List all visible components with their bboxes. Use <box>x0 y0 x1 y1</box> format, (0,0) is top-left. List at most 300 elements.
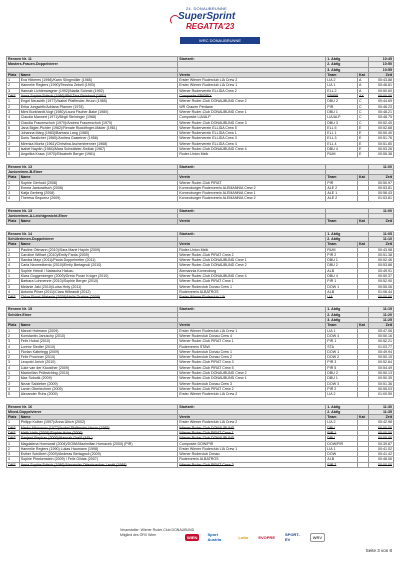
result-place: 1 <box>7 180 20 185</box>
result-time: 00:51.38 <box>368 252 393 257</box>
result-time: 00:47.06 <box>368 328 393 333</box>
result-place: DNS <box>7 431 20 436</box>
start-label-cell: Startzeit: <box>178 164 326 169</box>
result-row <box>7 446 394 451</box>
result-time: 00:00.00 <box>368 295 393 300</box>
start-label-cell: Startzeit: <box>178 404 326 409</box>
result-time: 01:03.81 <box>368 196 393 201</box>
result-team-code: ALB <box>326 289 358 294</box>
result-place: 1 <box>7 441 20 446</box>
result-category: A <box>358 88 369 93</box>
result-team-code: RUM <box>326 152 358 157</box>
result-club: Ruderverein ALBATROS <box>178 289 326 294</box>
result-club: Alemannia Korneuburg <box>178 268 326 273</box>
result-row <box>7 147 394 152</box>
column-header-name: Name <box>19 175 178 180</box>
result-place: 3 <box>7 452 20 457</box>
result-team-code: DBU 4 <box>326 273 358 278</box>
result-row <box>7 284 394 289</box>
result-club: Wiener Ruder-Club DONAUBUND Crew 1 <box>178 376 326 381</box>
result-place: 1 <box>7 371 20 376</box>
result-row <box>7 295 394 300</box>
result-place: 2 <box>7 104 20 109</box>
result-team-code: PIR <box>326 180 358 185</box>
race-title-cell: Mixed-Doppelvierer <box>7 409 178 414</box>
result-athletes: Pauline Ottmann (2010)/Sara Marie Haydn (2009) <box>19 247 178 252</box>
result-row <box>7 452 394 457</box>
result-place: 2 <box>7 185 20 190</box>
result-team-code: RUM <box>326 247 358 252</box>
result-place: 1 <box>7 131 20 136</box>
result-team-code: LIA <box>326 295 358 300</box>
start-label-cell: Startzeit: <box>178 231 326 236</box>
results-list <box>6 56 394 474</box>
race-table <box>6 306 394 397</box>
column-header-team: Team <box>326 175 358 180</box>
result-time: 00:00.00 <box>368 425 393 430</box>
lauf-cell: 2. Abtlg <box>326 312 368 317</box>
lauf-cell: 1. Abtlg <box>326 404 368 409</box>
result-time: 00:50.40 <box>368 131 393 136</box>
column-header-zeit: Zeit <box>368 72 393 77</box>
result-time: 00:48.06 <box>368 457 393 462</box>
regatta-logo <box>170 6 270 46</box>
result-place: 2 <box>7 279 20 284</box>
result-team-code: ELL 5 <box>326 125 358 130</box>
race-table <box>6 404 394 469</box>
lauf-time-cell: 10:55 <box>368 67 393 72</box>
result-team-code: PIR 5 <box>326 365 358 370</box>
result-team-code: DBU 4 <box>326 147 358 152</box>
result-athletes: Marcel Hofmann (2009) <box>19 328 178 333</box>
result-team-code: DBU 1 <box>326 376 358 381</box>
start-label-cell: Startzeit: <box>178 208 326 213</box>
sponsor-logos <box>185 530 325 544</box>
result-time: 00:41.42 <box>368 452 393 457</box>
result-category: A <box>358 78 369 83</box>
race-title-cell: Rennen Nr. 13 <box>7 208 178 213</box>
column-header-team: Team <box>326 415 358 420</box>
result-club: Ruder-Union Melk <box>178 152 326 157</box>
result-club: Wiener Ruderverein ELLIDA Crew 4 <box>178 141 326 146</box>
result-club: Wiener Ruderclub Donau Crew 4 <box>178 333 326 338</box>
result-athletes: Barbara Lohmenne (2010)/Sophie Berger (2010) <box>19 279 178 284</box>
result-athletes: Alexander Ruhs (2009) <box>19 392 178 397</box>
result-club: Wiener Ruder-Club PIRAT Crew 2 <box>178 462 326 467</box>
result-team-code: ELL 3 <box>326 136 358 141</box>
column-header-kat: Kat <box>358 242 369 247</box>
result-time: 00:55.06 <box>368 284 393 289</box>
result-club: Wiener Ruder-Club DONAUBUND <box>178 425 326 430</box>
column-header-verein: Verein <box>178 72 326 77</box>
result-time: 00:50.13 <box>368 371 393 376</box>
column-header-verein: Verein <box>178 323 326 328</box>
result-club: Wiener Ruderclub Donau Crew 1 <box>178 284 326 289</box>
result-team-code: ELL 1 <box>326 131 358 136</box>
result-athletes: Sophie Plenkenstein (2009) / Felix Gildas (2007) <box>19 457 178 462</box>
race-table <box>6 208 394 225</box>
column-header-name: Name <box>19 72 178 77</box>
result-place: 1 <box>7 78 20 83</box>
result-row <box>7 279 394 284</box>
lauf-cell: 1. Abtlg <box>326 231 368 236</box>
result-place: 5 <box>7 268 20 273</box>
result-club: Ruderverein ALBATROS <box>178 457 326 462</box>
result-time: 00:43.98 <box>368 247 393 252</box>
result-time: 00:00.00 <box>368 462 393 467</box>
result-time: 00:49.94 <box>368 349 393 354</box>
result-category: A <box>358 83 369 88</box>
result-team-code: ALE 1 <box>326 191 358 196</box>
result-team-code: ELL 4 <box>326 141 358 146</box>
result-club: Composite FRIPRIX <box>178 94 326 99</box>
result-time: 00:46.23 <box>368 104 393 109</box>
result-club: Wiener Ruder-Club PIRAT Crew 1 <box>178 279 326 284</box>
logo-subtitle: REGATTA'23 <box>186 22 235 31</box>
result-team-code: STA <box>326 344 358 349</box>
column-header-zeit: Zeit <box>368 219 393 224</box>
result-place: 2 <box>7 355 20 360</box>
lauf-time-cell: 11:00 <box>368 164 393 169</box>
result-category: C <box>358 109 369 114</box>
lauf-cell: 1. Abtlg <box>326 307 368 312</box>
result-athletes: Max Sobotik (2009) <box>19 376 178 381</box>
result-place: 2 <box>7 376 20 381</box>
column-header-team: Team <box>326 242 358 247</box>
result-category: E <box>358 125 369 130</box>
result-place: 5 <box>7 152 20 157</box>
result-club: Wiener Ruderverein ELLIDA Crew 2 <box>178 88 326 93</box>
result-club: Erster Wiener Ruderclub LIA Crew 1 <box>178 328 326 333</box>
result-athletes: Chloe Ronai /Melanie (2009)/Hella Grabbe (2009) <box>19 295 178 300</box>
result-place: DNS <box>7 295 20 300</box>
result-club: Wiener Ruder-Club PIRAT Crew 2 <box>178 386 326 391</box>
result-athletes: Esther Schöbert (2009)/Andreas Bertagnoli (2009) <box>19 452 178 457</box>
result-place: 4 <box>7 386 20 391</box>
page-number: Seite 3 von 8 <box>365 548 392 553</box>
race-block <box>6 208 394 225</box>
result-place: 4 <box>7 196 20 201</box>
result-athletes: Nezar Salzleber (2009) <box>19 381 178 386</box>
result-time: 00:50.35 <box>368 376 393 381</box>
result-row <box>7 196 394 201</box>
result-club: Wiener Ruder-Club PIRAT Crew 2 <box>178 252 326 257</box>
result-athletes: Felix Hubai (2010) <box>19 339 178 344</box>
result-team-code: DBU 1 <box>326 258 358 263</box>
result-time: 00:52.64 <box>368 360 393 365</box>
result-place: 6 <box>7 125 20 130</box>
result-club: Wiener Ruder-Club DONAUBUND Crew 4 <box>178 273 326 278</box>
result-category <box>358 462 369 467</box>
column-header-verein: Verein <box>178 415 326 420</box>
column-header-platz: Platz <box>7 323 20 328</box>
result-club: Wiener Ruderclub Donau Crew 1 <box>178 349 326 354</box>
column-header-team: Team <box>326 72 358 77</box>
result-time: 00:39.87 <box>368 441 393 446</box>
result-athletes: Jana Bigler-Pichler (1962)/Renate Rudolfinger-Mäder (1961) <box>19 125 178 130</box>
result-team-code: DBU 2 <box>326 371 358 376</box>
result-team-code: DOW 4 <box>326 333 358 338</box>
result-place: 1 <box>7 328 20 333</box>
result-athletes: Sophie Gerhold (2008) <box>19 180 178 185</box>
result-row <box>7 131 394 136</box>
result-time: 00:00.00 <box>368 431 393 436</box>
result-place: 2 <box>7 446 20 451</box>
lauf-time-cell: 11:20 <box>368 312 393 317</box>
result-time: 00:46.81 <box>368 83 393 88</box>
result-category: C <box>358 104 369 109</box>
result-time: 01:06.44 <box>368 289 393 294</box>
result-club: Wiener Ruder-Club DONAUBUND <box>178 436 326 441</box>
sponsor-logo: Sport Austria <box>207 532 222 542</box>
result-place: 4 <box>7 344 20 349</box>
column-header-zeit: Zeit <box>368 323 393 328</box>
result-place: DNS <box>7 462 20 467</box>
result-team-code: DOW <box>326 452 358 457</box>
logo-bar: WRC DONAUBRUNNE <box>180 37 260 44</box>
result-row <box>7 120 394 125</box>
result-category <box>358 392 369 397</box>
result-category: E <box>358 136 369 141</box>
race-table <box>6 231 394 301</box>
result-athletes: Carla Neumeikerdo (2010)/Emily Bertagnoli (2010) <box>19 263 178 268</box>
result-row <box>7 263 394 268</box>
race-table <box>6 56 394 158</box>
race-title-cell: Rennen Nr. 16 <box>7 404 178 409</box>
result-club: Wiener Ruder-Club DONAUBUND Crew 2 <box>178 371 326 376</box>
result-place: 4 <box>7 365 20 370</box>
column-header-name: Name <box>19 219 178 224</box>
result-time: 00:00.00 <box>368 94 393 99</box>
race-table <box>6 164 394 202</box>
result-row <box>7 109 394 114</box>
result-club: Wiener Ruder-Club DONAUBUND Crew 1 <box>178 258 326 263</box>
page-footer <box>0 520 400 566</box>
result-place: DNS <box>7 94 20 99</box>
race-title-cell: Junioreinen-A-Leichtgewicht-Einer <box>7 214 178 219</box>
result-athletes: Sandra Mayr (2011)/Paula Doppelrreiter (2011) <box>19 258 178 263</box>
result-place: 4 <box>7 289 20 294</box>
result-club: Wiener Ruder-Club DONAUBUND Crew 2 <box>178 99 326 104</box>
result-club: Wiener Ruder-Club DONAUBUND Crew 3 <box>178 120 326 125</box>
result-time: 00:48.21 <box>368 109 393 114</box>
result-athletes: Engel Neuwirth (1977)/Isabel Pfaffender-Hruon (1985) <box>19 99 178 104</box>
lauf-time-cell: 11:15 <box>368 307 393 312</box>
result-athletes: Mirenka Moritz (1961)/Christina Aschenbrenner (1968) <box>19 141 178 146</box>
column-header-kat: Kat <box>358 175 369 180</box>
result-time: 00:50.37 <box>368 273 393 278</box>
result-athletes: Melanie Jakl (2010)/Luisa Hrdy (2011) <box>19 284 178 289</box>
result-athletes: Isabel Naydin (1984)/Mara Schwätzler-Sedlak (1967) <box>19 147 178 152</box>
sponsor-logo: EVOPRE <box>258 534 275 540</box>
result-athletes: Sophie Heindl / Natascha Haluzu <box>19 268 178 273</box>
result-team-code: DOW 1 <box>326 284 358 289</box>
result-team-code: ALB <box>326 457 358 462</box>
result-place: 4 <box>7 115 20 120</box>
result-team-code: DBU 1 <box>326 109 358 114</box>
result-row <box>7 125 394 130</box>
race-block <box>6 56 394 158</box>
result-club: Wiener Ruder-Club PIRAT Crew 1 <box>178 339 326 344</box>
result-time: 00:50.15 <box>368 355 393 360</box>
result-team-code: LIA 1 <box>326 83 358 88</box>
result-time: 00:53.88 <box>368 263 393 268</box>
result-category: E <box>358 152 369 157</box>
result-time: 00:51.36 <box>368 381 393 386</box>
sponsor-logo: WIEN <box>187 534 198 540</box>
result-row <box>7 392 394 397</box>
column-header-team: Team <box>326 219 358 224</box>
race-title-cell: Schülerinnen-Doppelvierer <box>7 236 178 241</box>
result-club: Korneuburger Ruderverein ALEMANNIA Crew 2 <box>178 185 326 190</box>
race-title-cell: Rennen Nr. 14 <box>7 231 178 236</box>
result-row <box>7 247 394 252</box>
column-header-name: Name <box>19 415 178 420</box>
result-team-code: LIA 2 <box>326 78 358 83</box>
logo-small-text: 24. DONAUBRUNNE <box>186 6 228 11</box>
result-time: 01:03.77 <box>368 344 393 349</box>
result-place: 3 <box>7 141 20 146</box>
lauf-time-cell: 11:10 <box>368 236 393 241</box>
column-header-platz: Platz <box>7 219 20 224</box>
result-category: AX <box>358 94 369 99</box>
result-row <box>7 252 394 257</box>
result-athletes: Anna-Sophie Fritsch (1986)/Alexander Ottenhuecher-Lewitt (1988) <box>19 462 178 467</box>
result-athletes: Mimi Burkhardt-Vogt (1980)/Laura Fischer-Bake (1980) <box>19 109 178 114</box>
result-club: Wiener Ruderverein ELLIDA Crew 3 <box>178 136 326 141</box>
result-athletes: Eva Hilberes (1998)/Karin Slingmüller (1985) <box>19 78 178 83</box>
result-athletes: Katja Gerberg (2008) <box>19 191 178 196</box>
result-club: WR Grauen Perdane <box>178 104 326 109</box>
result-club: Wiener Ruder-Club DONAUBUND Crew 1 <box>178 109 326 114</box>
lauf-time-cell: 11:00 <box>368 208 393 213</box>
result-row <box>7 141 394 146</box>
result-club: Wiener Ruder-Club PIRAT Crew 1 <box>178 431 326 436</box>
race-block <box>6 231 394 301</box>
result-row <box>7 136 394 141</box>
result-time: 00:51.80 <box>368 141 393 146</box>
result-time: 00:48.75 <box>368 115 393 120</box>
result-row <box>7 441 394 446</box>
result-time: 00:53.81 <box>368 185 393 190</box>
result-row <box>7 83 394 88</box>
result-team-code: PIR 1 <box>326 279 358 284</box>
result-time: 00:49.91 <box>368 268 393 273</box>
result-row <box>7 78 394 83</box>
column-header-kat: Kat <box>358 415 369 420</box>
result-time: 00:50.16 <box>368 333 393 338</box>
column-header-zeit: Zeit <box>368 242 393 247</box>
column-header-verein: Verein <box>178 219 326 224</box>
result-place: 3 <box>7 109 20 114</box>
column-header-verein: Verein <box>178 175 326 180</box>
result-row <box>7 115 394 120</box>
result-club: Wiener Ruder-Club DONAUBUND Crew 2 <box>178 263 326 268</box>
result-team-code: DOW 1 <box>326 349 358 354</box>
result-row <box>7 258 394 263</box>
result-category <box>358 196 369 201</box>
start-label-cell: Startzeit: <box>178 307 326 312</box>
result-athletes: Marko Milosavac (1977)/Isabel Pfaffender-Hruon (1985) <box>19 425 178 430</box>
column-header-team: Team <box>326 323 358 328</box>
result-club: Composite LIA/ALP <box>178 115 326 120</box>
result-club: Erster Wiener Ruderclub LIA Crew 1 <box>178 83 326 88</box>
result-time: 00:55.38 <box>368 152 393 157</box>
result-club: Erster Wiener Ruderclub LIA Crew 2 <box>178 78 326 83</box>
race-title-cell: Schüler-Einer <box>7 312 178 317</box>
result-club: Wiener Ruder-Club PIRAT Crew 3 <box>178 360 326 365</box>
result-team-code: LIA/ALP <box>326 115 358 120</box>
result-time: 00:42.98 <box>368 420 393 425</box>
result-place: 1 <box>7 247 20 252</box>
result-time: 00:53.26 <box>368 147 393 152</box>
result-team-code: DBU 2 <box>326 263 358 268</box>
result-team-code: PIR 1 <box>326 339 358 344</box>
result-club: Wiener Ruderverein ELLIDA Crew 1 <box>178 131 326 136</box>
result-athletes: Lorenz Siedler (2010) <box>19 344 178 349</box>
result-row <box>7 333 394 338</box>
column-header-platz: Platz <box>7 415 20 420</box>
result-row <box>7 365 394 370</box>
result-place: 3 <box>7 191 20 196</box>
result-row <box>7 371 394 376</box>
result-athletes: Maximilian Pröbstching (2010) <box>19 371 178 376</box>
result-time: 01:00.59 <box>368 392 393 397</box>
result-place: 3 <box>7 360 20 365</box>
result-athletes: Felix Prochner (2010) <box>19 355 178 360</box>
result-team-code: PIR 2 <box>326 386 358 391</box>
result-athletes: Claudia Mannert (1971)/Birgit Steininger (1968) <box>19 115 178 120</box>
result-athletes: Antonia Pilner (2011)/Clara Hilbrandt (2012) <box>19 289 178 294</box>
result-time: 00:44.69 <box>368 99 393 104</box>
result-club: Erster Wiener Ruderclub LIA Crew 1 <box>178 446 326 451</box>
result-team-code: LIA 2 <box>326 420 358 425</box>
result-time: 00:00.00 <box>368 436 393 441</box>
result-category: E <box>358 131 369 136</box>
result-place: 2 <box>7 83 20 88</box>
result-team-code: PIR 1 <box>326 431 358 436</box>
race-title-cell: Rennen Nr. 13 <box>7 164 178 169</box>
result-team-code: FRIPR <box>326 94 358 99</box>
result-athletes: Johanna Marg (1983)/Barbara Lang (1980) <box>19 131 178 136</box>
column-header-verein: Verein <box>178 242 326 247</box>
organizer-line-2: Mitglied des ÖRV Wien <box>120 532 157 537</box>
result-category: C <box>358 120 369 125</box>
result-team-code: DOW 3 <box>326 381 358 386</box>
result-team-code: DBU 3 <box>326 120 358 125</box>
lauf-time-cell: 10:50 <box>368 62 393 67</box>
result-time: 00:50.97 <box>368 180 393 185</box>
result-place: 3 <box>7 88 20 93</box>
race-title-cell: Rennen Nr. 11 <box>7 57 178 62</box>
lauf-time-cell: 11:30 <box>368 404 393 409</box>
result-club: Wiener Ruderclub Donau Crew 3 <box>178 381 326 386</box>
result-time: 00:55.03 <box>368 386 393 391</box>
result-place: 1 <box>7 273 20 278</box>
result-team-code: PIR 2 <box>326 462 358 467</box>
column-header-platz: Platz <box>7 72 20 77</box>
result-team-code: PIR <box>326 104 358 109</box>
result-team-code: ELL 2 <box>326 88 358 93</box>
result-club: Erster Wiener Ruderclub LIA <box>178 295 326 300</box>
result-athletes: Lamin Oberlechner (2009) <box>19 386 178 391</box>
lauf-cell: 2. Abtlg <box>326 236 368 241</box>
result-time: 00:56.43 <box>368 191 393 196</box>
result-athletes: Caroline Wilhart (2010)/Emily Fanta (2009) <box>19 252 178 257</box>
result-athletes: Hannelie Reglers (1990)/Tessina Zebell (1993) <box>19 83 178 88</box>
result-team-code: ALB <box>326 268 358 273</box>
organizer-line-1: Veranstalter: Wiener Ruder-Club DONAUBUND <box>120 528 195 532</box>
